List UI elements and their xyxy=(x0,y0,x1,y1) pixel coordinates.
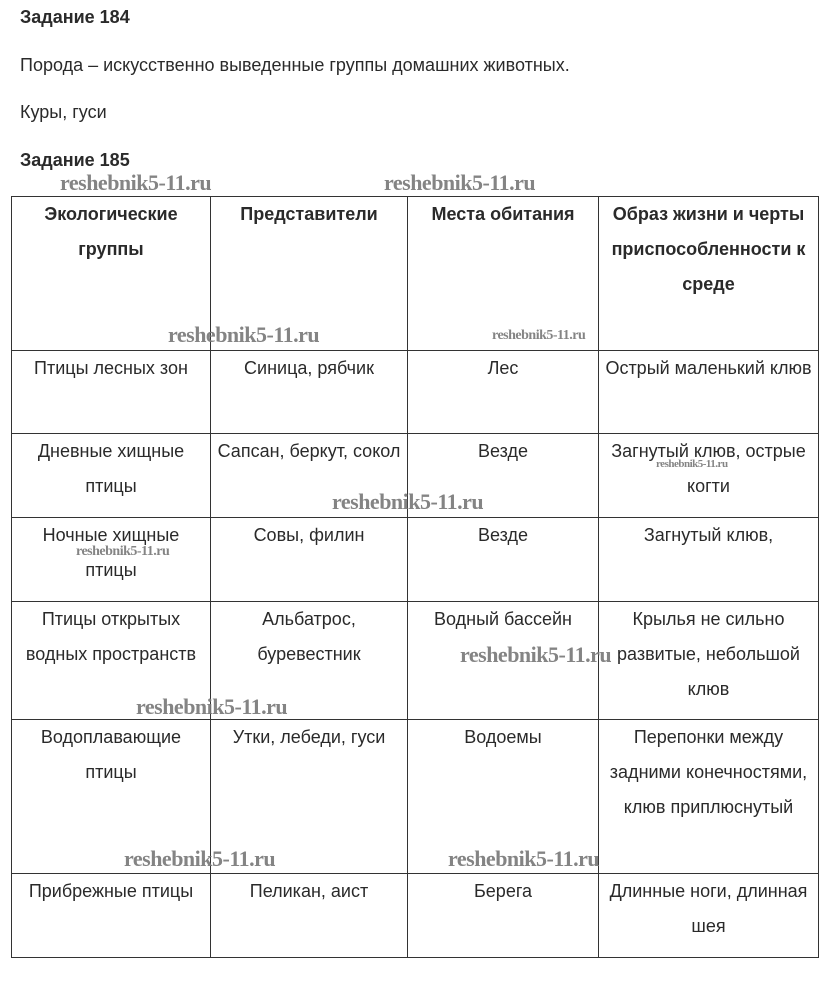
table-cell: Сапсан, беркут, сокол xyxy=(211,434,408,518)
table-cell: Длинные ноги, длинная шея xyxy=(599,874,819,958)
table-cell: Птицы лесных зон xyxy=(12,351,211,434)
watermark: reshebnik5-11.ru xyxy=(60,170,212,195)
table-cell: Прибрежные птицы xyxy=(12,874,211,958)
watermark: reshebnik5-11.ru xyxy=(492,328,586,343)
task-184-definition: Порода – искусственно выведенные группы домашних животных. xyxy=(20,55,570,75)
table-cell: Загнутый клюв, острые когти xyxy=(599,434,819,518)
table-cell: Острый маленький клюв xyxy=(599,351,819,434)
table-row xyxy=(12,351,819,434)
table-row xyxy=(12,602,819,720)
ecological-groups-table xyxy=(11,196,819,958)
table-header-row xyxy=(12,197,819,351)
table-cell: Утки, лебеди, гуси xyxy=(211,720,408,874)
table-cell: Водоплавающие птицы xyxy=(12,720,211,874)
table-cell: Загнутый клюв, xyxy=(599,518,819,602)
watermark: reshebnik5-11.ru xyxy=(136,694,288,719)
table-cell: Водоемы xyxy=(408,720,599,874)
table-cell: Перепонки между задними конечностями, клюв приплюснутый xyxy=(599,720,819,874)
table-cell: Берега xyxy=(408,874,599,958)
table-cell: Крылья не сильно развитые, небольшой клюв xyxy=(599,602,819,720)
watermark: reshebnik5-11.ru xyxy=(656,458,728,470)
header-cell: Места обитания xyxy=(408,197,599,351)
watermark: reshebnik5-11.ru xyxy=(448,846,600,871)
table-cell: Птицы открытых водных пространств xyxy=(12,602,211,720)
watermark: reshebnik5-11.ru xyxy=(460,642,612,667)
watermark: reshebnik5-11.ru xyxy=(384,170,536,195)
task-184-title: Задание 184 xyxy=(20,7,130,27)
table-cell: Водный бассейн xyxy=(408,602,599,720)
table-cell: Везде xyxy=(408,434,599,518)
watermark: reshebnik5-11.ru xyxy=(124,846,276,871)
task-184-answer: Куры, гуси xyxy=(20,102,107,122)
table-cell: Ночные хищные птицы xyxy=(12,518,211,602)
table-cell: Дневные хищные птицы xyxy=(12,434,211,518)
watermark: reshebnik5-11.ru xyxy=(332,489,484,514)
table-cell: Синица, рябчик xyxy=(211,351,408,434)
header-cell: Образ жизни и черты приспособленности к среде xyxy=(599,197,819,351)
watermark: reshebnik5-11.ru xyxy=(76,544,170,559)
table-cell: Везде xyxy=(408,518,599,602)
header-cell: Представители xyxy=(211,197,408,351)
watermark: reshebnik5-11.ru xyxy=(168,322,320,347)
header-cell: Экологические группы xyxy=(12,197,211,351)
table-row xyxy=(12,874,819,958)
table-cell: Лес xyxy=(408,351,599,434)
table-cell: Альбатрос, буревестник xyxy=(211,602,408,720)
table-cell: Пеликан, аист xyxy=(211,874,408,958)
table-cell: Совы, филин xyxy=(211,518,408,602)
task-185-title: Задание 185 xyxy=(20,150,130,170)
